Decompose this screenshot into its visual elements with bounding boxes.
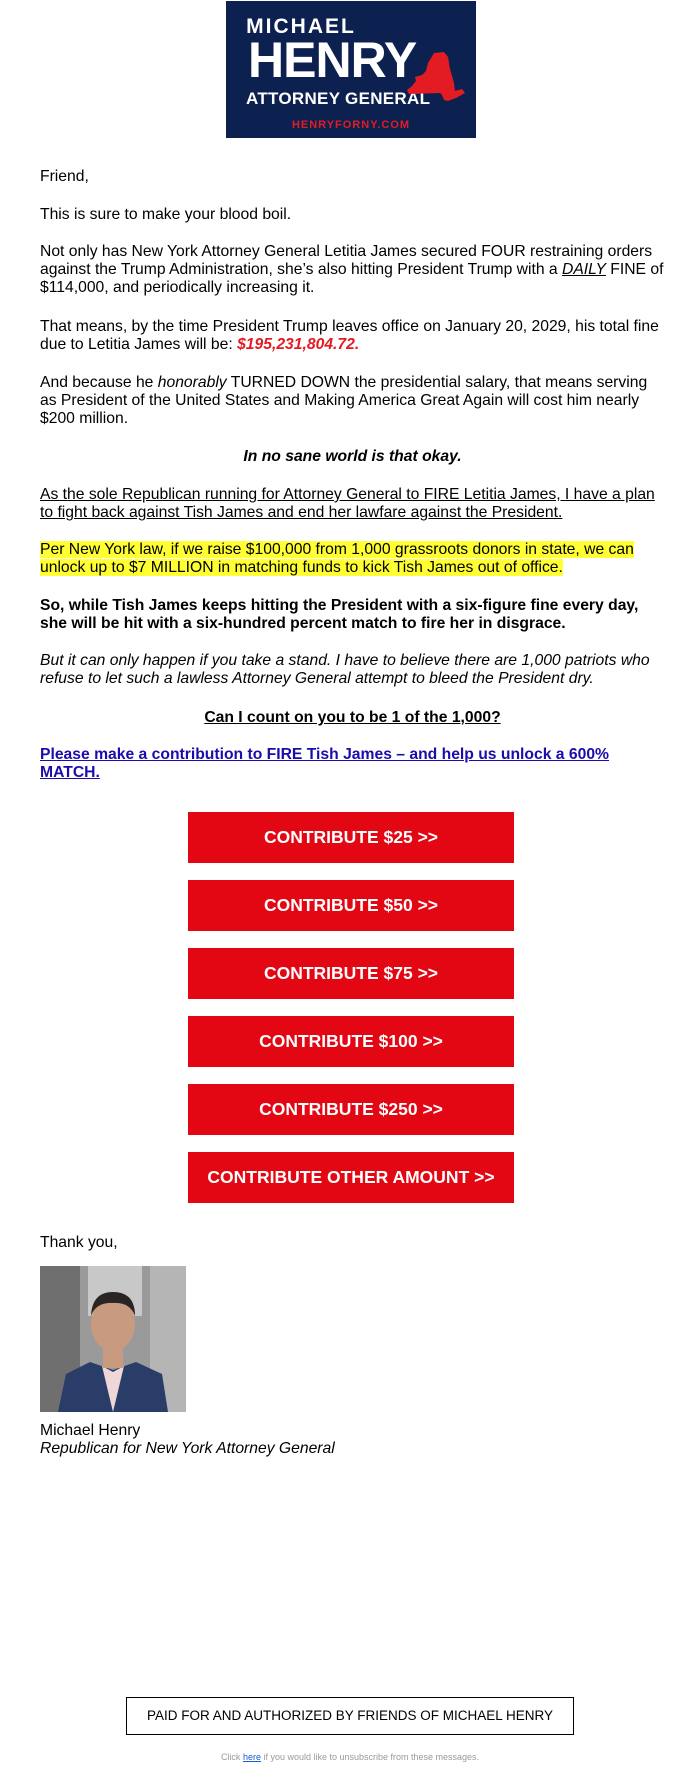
paid-for-disclaimer: PAID FOR AND AUTHORIZED BY FRIENDS OF MICHAEL HENRY [126,1697,574,1735]
paragraph-plan: As the sole Republican running for Attorney General to FIRE Letitia James, I have a plan to fight back against Tish James and end her lawfare against the President. [40,486,655,521]
candidate-portrait-image [40,1266,186,1412]
unsubscribe-line: Click here if you would like to unsubscribe from these messages. [220,1752,480,1762]
paragraph-take-a-stand: But it can only happen if you take a stand. I have to believe there are 1,000 patriots who refuse to let such a lawless Attorney General attempt to bleed the President dry. [40,652,650,687]
paragraph-six-hundred-percent: So, while Tish James keeps hitting the President with a six-figure fine every day, she will be hit with a six-hundred percent match to fire her in disgrace. [40,597,639,632]
honorably-emphasis: honorably [157,374,227,391]
logo-last-name: HENRY [248,32,417,88]
paragraph-not-okay: In no sane world is that okay. [243,448,462,465]
contribute-other-amount-button[interactable]: CONTRIBUTE OTHER AMOUNT >> [188,1152,514,1203]
daily-emphasis: DAILY [562,261,606,278]
contribute-75-button[interactable]: CONTRIBUTE $75 >> [188,948,514,999]
paragraph-matching-funds [40,541,665,577]
contribute-50-button[interactable]: CONTRIBUTE $50 >> [188,880,514,931]
unsubscribe-link[interactable]: here [242,1752,261,1762]
signature-name: Michael Henry [40,1422,141,1439]
new-york-state-icon [404,51,466,109]
signature-title: Republican for New York Attorney General [40,1440,335,1457]
paragraph-count-on-you: Can I count on you to be 1 of the 1,000? [204,709,501,726]
thanks-text: Thank you, [40,1234,118,1251]
paragraph-blood-boil: This is sure to make your blood boil. [40,206,292,223]
campaign-logo [226,1,476,138]
paragraph-total-fine: That means, by the time President Trump leaves office on January 20, 2029, his total fine due to Letitia James will be: $195,231,804.72. [40,318,659,353]
paragraph-restraining-orders: Not only has New York Attorney General Letitia James secured FOUR restraining orders against the Trump Administration, she’s also hitting President Trump with a DAILY FINE of $114,000, and periodically increasing it. [40,243,664,296]
candidate-photo [40,1266,186,1412]
logo-office: ATTORNEY GENERAL [246,89,431,108]
contribute-25-button[interactable]: CONTRIBUTE $25 >> [188,812,514,863]
paragraph-salary: And because he honorably TURNED DOWN the presidential salary, that means serving as President of the United States and Making America Great Again will cost him nearly $200 million. [40,374,648,427]
fine-amount: $195,231,804.72. [237,336,360,353]
contribute-100-button[interactable]: CONTRIBUTE $100 >> [188,1016,514,1067]
greeting: Friend, [40,168,89,185]
contribute-250-button[interactable]: CONTRIBUTE $250 >> [188,1084,514,1135]
contribution-link-paragraph [40,746,665,782]
highlighted-text: Per New York law, if we raise $100,000 from 1,000 grassroots donors in state, we can unlock up to $7 MILLION in matching funds to kick Tish James out of office. [40,541,634,576]
logo-first-name: MICHAEL [246,15,356,38]
logo-website: HENRYFORNY.COM [291,119,411,131]
contribution-link[interactable]: Please make a contribution to FIRE Tish James – and help us unlock a 600% MATCH. [40,746,610,781]
